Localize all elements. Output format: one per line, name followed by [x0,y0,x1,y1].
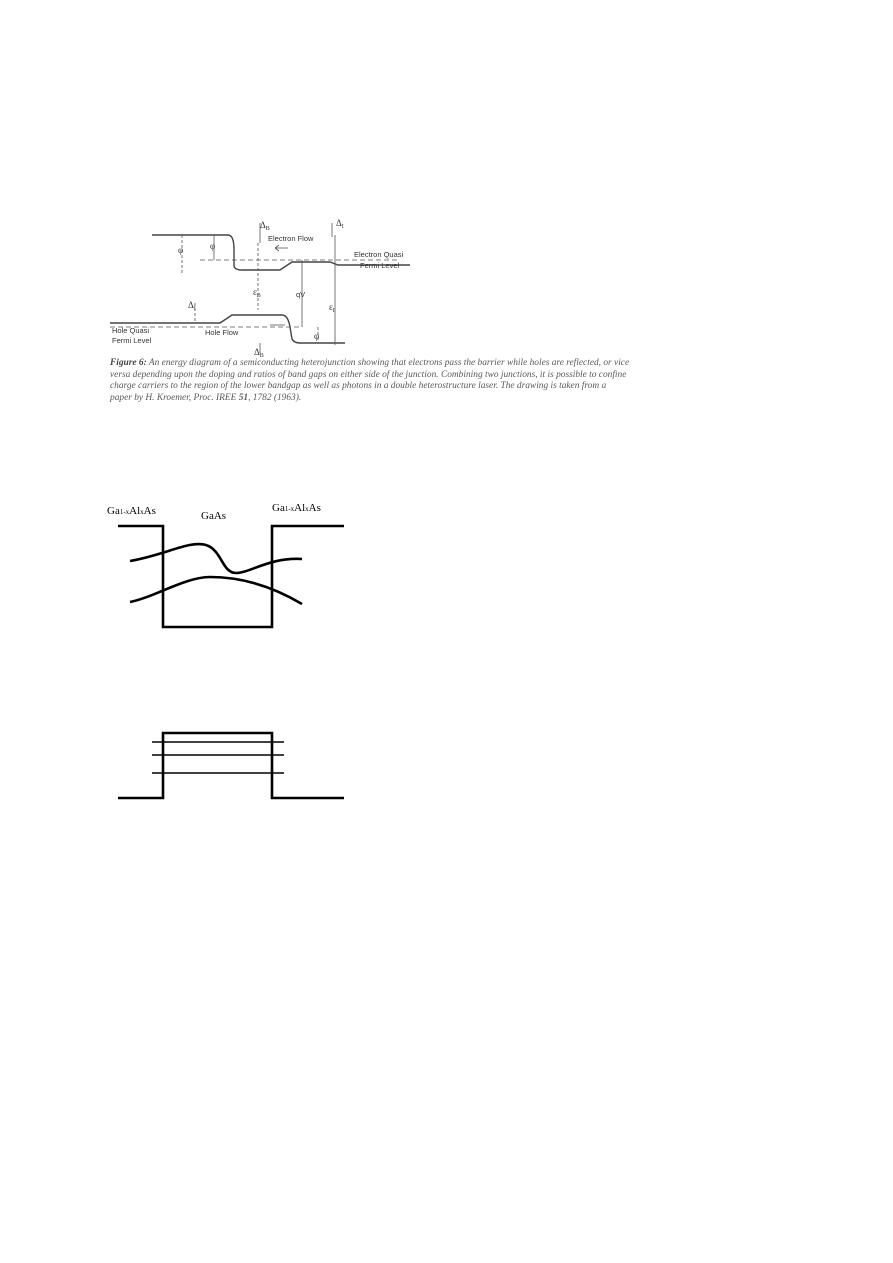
well-potential [118,526,344,627]
quantum-well-diagram [110,515,360,640]
delta-b-lower-label: $\Delta_B$ [254,347,264,359]
phi-label-3: φ [314,331,320,341]
barrier-diagram [110,722,360,812]
delta-i-label: $\Delta_I$ [336,218,344,230]
barrier-potential [118,733,344,798]
caption-bold: 51 [238,392,249,403]
delta-b-label: $\Delta_B$ [260,220,270,232]
heterojunction-energy-diagram [110,215,630,360]
qv-label: qV [296,290,306,299]
phi-label-2: φ [210,241,216,251]
phi-label-1: φ [178,245,184,255]
figure-label: Figure 6: [110,358,147,368]
hole-flow-label: Hole Flow [205,328,239,337]
right-material-label: Ga1-xAlxAs [272,502,321,514]
electron-flow-label: Electron Flow [268,234,314,243]
hole-quasi-label: Hole Quasi [112,326,150,335]
eps-i-label: $\varepsilon_I$ [329,302,335,314]
wavefunction-2 [130,577,302,604]
left-material-label: Ga1-xAlxAs [107,505,156,517]
caption-text-2: , 1782 (1963). [248,392,302,403]
fermi-level-label: Fermi Level [360,261,400,270]
wavefunction-1 [130,544,302,573]
hole-fermi-level-label: Fermi Level [112,336,152,345]
eps-b-label: $\varepsilon_B$ [253,287,261,299]
figure-caption [110,358,630,404]
caption-text-1: An energy diagram of a semiconducting heterojunction showing that electrons pass the barrier while holes are reflected, or vice versa depending upon the doping and ratios of band gaps on either side of the junction. Combining two junctions, it is possible to confine charge carriers to the region of the lower bandgap as well as photons in a double heterostructure laser. The drawing is taken from a paper by H. Kroemer, Proc. IREE [110,358,630,403]
delta-i-lower-label: $\Delta_I$ [188,300,196,312]
middle-material-label: GaAs [201,510,227,522]
electron-quasi-label: Electron Quasi [354,250,404,259]
